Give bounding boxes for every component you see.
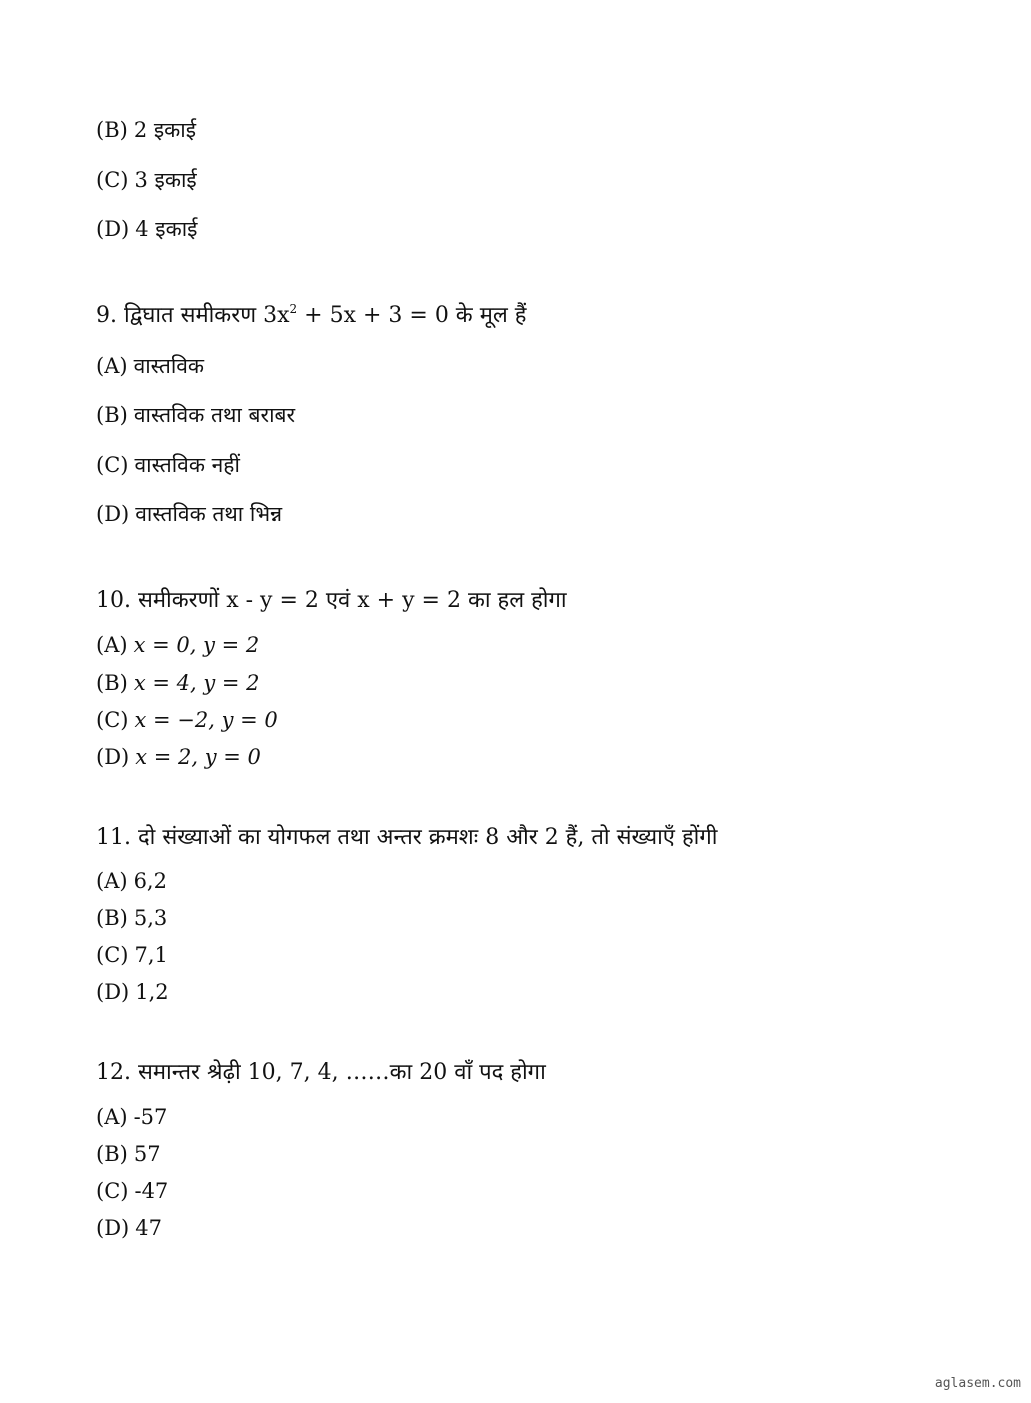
option-text: 47 (135, 1216, 162, 1240)
option-label: (A) (96, 869, 128, 893)
q12-option-c (96, 1177, 168, 1205)
option-label: (D) (96, 980, 130, 1004)
question-number: 9. (96, 303, 117, 328)
q10-option-d (96, 743, 261, 771)
question-text: समान्तर श्रेढ़ी 10, 7, 4, ……का 20 वाँ पद होगा (138, 1060, 546, 1085)
option-text: 2 इकाई (133, 118, 197, 142)
q9-option-b (96, 401, 295, 429)
option-text: -57 (133, 1105, 168, 1129)
option-label: (C) (96, 1179, 129, 1203)
q12-option-a (96, 1103, 167, 1131)
q8-option-c (96, 166, 197, 194)
q12-option-b (96, 1140, 161, 1168)
option-text: वास्तविक (133, 354, 205, 378)
q11-question (96, 824, 717, 852)
q11-option-b (96, 904, 167, 932)
question-number: 12. (96, 1060, 131, 1085)
q9-option-d (96, 500, 282, 528)
option-text: वास्तविक नहीं (134, 453, 240, 477)
option-text: x = 4, y = 2 (133, 671, 260, 695)
exponent: 2 (289, 302, 298, 316)
question-text: समीकरणों x - y = 2 एवं x + y = 2 का हल होगा (138, 588, 567, 613)
q10-option-a (96, 631, 259, 659)
option-text: 7,1 (134, 943, 168, 967)
option-text: 57 (133, 1142, 161, 1166)
q11-option-d (96, 978, 169, 1006)
option-label: (C) (96, 453, 129, 477)
option-label: (A) (96, 1105, 128, 1129)
q8-option-b (96, 116, 196, 144)
question-text-after: + 5x + 3 = 0 के मूल हैं (297, 303, 527, 328)
watermark-text[interactable]: aglasem.com (934, 1376, 1021, 1391)
q9-question (96, 302, 526, 330)
option-label: (B) (96, 671, 128, 695)
q12-question (96, 1059, 546, 1087)
option-text: 1,2 (135, 980, 169, 1004)
option-label: (B) (96, 1142, 128, 1166)
option-label: (A) (96, 633, 128, 657)
option-label: (A) (96, 354, 128, 378)
q10-option-c (96, 706, 278, 734)
option-text: 3 इकाई (134, 168, 197, 192)
option-label: (C) (96, 943, 129, 967)
q8-option-d (96, 215, 197, 243)
option-label: (C) (96, 168, 129, 192)
question-text-before: द्विघात समीकरण 3x (124, 303, 290, 328)
option-label: (C) (96, 708, 129, 732)
option-label: (B) (96, 906, 128, 930)
option-text: 5,3 (133, 906, 168, 930)
q10-question (96, 587, 567, 615)
option-text: 4 इकाई (135, 217, 198, 241)
q11-option-c (96, 941, 168, 969)
q11-option-a (96, 867, 167, 895)
question-number: 11. (96, 825, 131, 850)
option-text: -47 (134, 1179, 169, 1203)
q9-option-a (96, 352, 204, 380)
option-label: (B) (96, 118, 128, 142)
q10-option-b (96, 669, 260, 697)
option-text: वास्तविक तथा बराबर (133, 403, 296, 427)
option-text: x = −2, y = 0 (134, 708, 278, 732)
q12-option-d (96, 1214, 162, 1242)
option-label: (B) (96, 403, 128, 427)
question-number: 10. (96, 588, 131, 613)
option-text: 6,2 (133, 869, 167, 893)
option-text: वास्तविक तथा भिन्न (135, 502, 283, 526)
option-label: (D) (96, 1216, 130, 1240)
q9-option-c (96, 451, 240, 479)
option-label: (D) (96, 217, 130, 241)
option-text: x = 2, y = 0 (135, 745, 261, 769)
option-text: x = 0, y = 2 (133, 633, 260, 657)
option-label: (D) (96, 502, 130, 526)
question-text: दो संख्याओं का योगफल तथा अन्तर क्रमशः 8 और 2 हैं, तो संख्याएँ होंगी (138, 825, 718, 850)
option-label: (D) (96, 745, 130, 769)
